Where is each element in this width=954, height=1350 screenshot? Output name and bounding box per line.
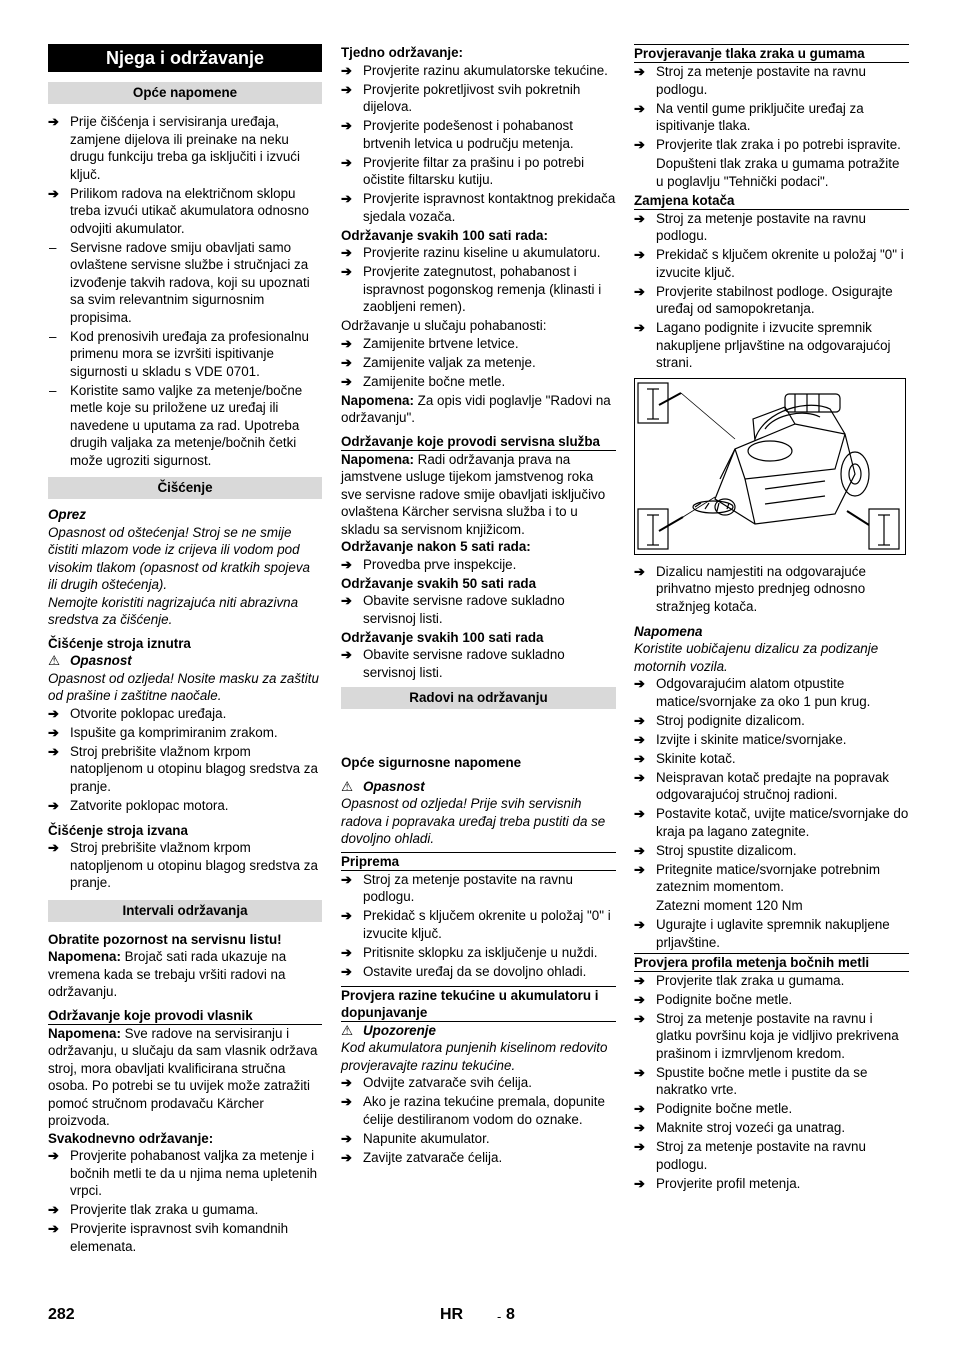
arrow-right-icon: ➔	[634, 1175, 645, 1191]
list-item	[634, 972, 909, 990]
list-item-text: Prekidač s ključem okrenite u položaj "0" i izvucite ključ.	[656, 247, 904, 280]
arrow-right-icon: ➔	[634, 563, 645, 579]
list-item	[48, 382, 322, 470]
list-item	[341, 62, 616, 80]
wear-intro: Održavanje u slučaju pohabanosti:	[341, 318, 547, 333]
list-item-text: Provjerite pokretljivost svih pokretnih dijelova.	[363, 81, 581, 114]
list-item	[634, 283, 909, 318]
list-item-text: Otvorite poklopac uređaja.	[70, 705, 227, 721]
list-item-text: Stroj za metenje postavite na ravnu podlogu.	[656, 64, 866, 97]
list-item	[341, 1093, 616, 1128]
list-item	[48, 724, 322, 742]
arrow-right-icon: ➔	[634, 1139, 645, 1154]
arrow-right-icon: ➔	[634, 991, 645, 1007]
list-item-text: Maknite stroj vozeći ga unatrag.	[656, 1120, 846, 1135]
list-item	[341, 1074, 616, 1092]
arrow-right-icon: ➔	[634, 64, 645, 79]
list-item	[634, 842, 909, 860]
list-item-text: Provjerite stabilnost podloge. Osigurajte uređaj od samopokretanja.	[656, 283, 893, 316]
list-item-text: Prilikom radova na električnom sklopu treba izvući utikač akumulatora odnosno odvojiti akumulator.	[70, 185, 309, 236]
page-number: 282	[48, 1306, 75, 1323]
arrow-right-icon: ➔	[341, 647, 352, 662]
list-item-text: Provjerite tlak zraka u gumama.	[656, 972, 845, 988]
arrow-right-icon: ➔	[341, 944, 352, 960]
list-item-text: Pritegnite matice/svornjake potrebnim zateznim momentom.	[656, 861, 881, 894]
list-item	[634, 991, 909, 1009]
list-item	[341, 556, 616, 574]
section-cleaning: Čišćenje	[48, 477, 322, 499]
list-item-text: Provjerite tlak zraka i po potrebi ispravite.	[656, 137, 901, 152]
list-item-text: Koristite samo valjke za metenje/bočne metle koje su priložene uz uređaj ili navedene u uputama za rad. Upotreba drugih valjaka za metenje/bočnih četki može ugroziti sigurnost.	[70, 382, 303, 468]
list-item-text: Prije čišćenja i servisiranja uređaja, zamjene dijelova ili preinake na neku drugu funkciju treba ga isključiti i izvući ključ.	[70, 114, 300, 182]
list-item	[634, 731, 909, 749]
list-item	[634, 563, 909, 616]
list-item-text: Provjerite zategnutost, pohabanost i ispravnost pogonskog remenja (klinasti i zaobljeni remen).	[363, 264, 602, 314]
column-1	[48, 44, 322, 1257]
list-item	[341, 117, 616, 152]
see-note	[341, 392, 616, 427]
arrow-right-icon: ➔	[634, 1101, 645, 1116]
service-note-text: Radi održavanja prava na jamstvene usluge tijekom jamstvenog roka sve servisne radove smije obavljati isključivo ovlaštena Kärcher servisna služba i to u skladu sa servisnom knjižicom.	[341, 451, 606, 537]
language-code: HR	[440, 1306, 464, 1323]
arrow-right-icon: ➔	[341, 354, 352, 370]
list-item-text: Stroj spustite dizalicom.	[656, 842, 797, 858]
see-note-text: Za opis vidi poglavlje "Radovi na održavanju".	[341, 392, 611, 425]
list-item-text: Provjerite podešenost i pohabanost brtvenih letvica u području metenja.	[363, 118, 574, 151]
list-item	[48, 1201, 322, 1219]
arrow-right-icon: ➔	[48, 705, 59, 721]
dash-bullet-icon: –	[49, 239, 57, 255]
owner-maintenance-heading: Održavanje koje provodi vlasnik	[48, 1007, 322, 1025]
list-item-text: Provjerite profil metenja.	[656, 1175, 801, 1191]
danger-label	[48, 652, 322, 670]
dash-bullet-icon: –	[49, 328, 57, 344]
list-item-text: Provjerite razinu akumulatorske tekućine.	[363, 62, 608, 78]
h5-list	[341, 556, 616, 574]
hours-note	[48, 948, 322, 1001]
wheel-change-heading: Zamjena kotača	[634, 192, 909, 210]
list-item	[634, 136, 909, 154]
sweeper-jack-illustration	[634, 378, 906, 555]
arrow-right-icon: ➔	[634, 917, 645, 932]
arrow-right-icon: ➔	[48, 840, 59, 855]
list-item-text: Napunite akumulator.	[363, 1130, 490, 1146]
list-item	[48, 113, 322, 183]
list-item-text: Provjerite pohabanost valjka za metenje i bočnih metli te da u njima nema upletenih vrpci.	[70, 1148, 318, 1198]
list-item	[634, 100, 909, 135]
list-item	[48, 239, 322, 327]
arrow-right-icon: ➔	[341, 191, 352, 206]
arrow-right-icon: ➔	[341, 908, 352, 923]
list-item-text: Izvijte i skinite matice/svornjake.	[656, 731, 847, 747]
danger-label-text: Opasnost	[70, 653, 132, 668]
list-item-text: Neispravan kotač predajte na popravak odgovarajućoj stručnoj radioni.	[656, 769, 889, 802]
arrow-right-icon: ➔	[341, 871, 352, 887]
note-label: Napomena:	[341, 392, 414, 408]
wheel-steps-list	[634, 675, 909, 951]
battery-heading: Provjera razine tekućine u akumulatoru i dopunjavanje	[341, 986, 616, 1022]
h50-heading: Održavanje svakih 50 sati rada	[341, 575, 537, 591]
list-item-text: Prekidač s ključem okrenite u položaj "0" i izvucite ključ.	[363, 908, 611, 941]
list-item	[341, 373, 616, 391]
arrow-right-icon: ➔	[634, 861, 645, 877]
note-label: Napomena:	[48, 1025, 121, 1041]
warning-triangle-icon: ⚠	[341, 1022, 354, 1038]
owner-note	[48, 1025, 322, 1130]
list-item-text: Kod prenosivih uređaja za profesionalnu primenu mora se izvršiti ispitivanje sigurnosti u skladu s VDE 0701.	[70, 328, 309, 379]
list-item-text: Provedba prve inspekcije.	[363, 556, 517, 572]
preparation-list	[341, 871, 616, 981]
list-item	[634, 750, 909, 768]
note-label: Napomena:	[341, 451, 414, 467]
list-item	[634, 916, 909, 951]
arrow-right-icon: ➔	[341, 264, 352, 279]
arrow-right-icon: ➔	[48, 724, 59, 740]
hours-note-text: Brojač sati rada ukazuje na vremena kada se trebaju vršiti radovi na održavanju.	[48, 949, 287, 999]
note-text: Koristite uobičajenu dizalicu za podizanje motornih vozila.	[634, 641, 879, 674]
arrow-right-icon: ➔	[634, 137, 645, 152]
list-item	[634, 1119, 909, 1137]
danger-text: Opasnost od ozljeda! Prije svih servisnih radova i popravaka uređaj treba pustiti da se dovoljno ohladi.	[341, 796, 606, 846]
list-item-text: Odgovarajućim alatom otpustite matice/svornjake za oko 1 pun krug.	[656, 676, 871, 709]
service-list-note: Obratite pozornost na servisnu listu!	[48, 931, 282, 947]
arrow-right-icon: ➔	[341, 963, 352, 979]
sweeper-machine-drawing	[635, 379, 905, 554]
list-item-text: Dopušteni tlak zraka u gumama potražite u poglavlju "Tehnički podaci".	[656, 156, 900, 189]
general-notes-list	[48, 113, 322, 469]
note-label: Napomena	[634, 623, 703, 639]
list-item	[341, 190, 616, 225]
wear-list	[341, 335, 616, 391]
arrow-right-icon: ➔	[48, 797, 59, 813]
h100-heading: Održavanje svakih 100 sati rada:	[341, 227, 548, 243]
owner-note-text: Sve radove na servisiranju i održavanju, u slučaju da sam vlasnik održava stroj, mora obavljati kvalificirana stručna osoba. Po potrebi se tu uvijek može zatražiti pomoć stručnom prodavaču Kärcher proizvoda.	[48, 1025, 318, 1128]
arrow-right-icon: ➔	[48, 1202, 59, 1217]
arrow-right-icon: ➔	[341, 1149, 352, 1165]
arrow-right-icon: ➔	[48, 1221, 59, 1236]
h5-heading: Održavanje nakon 5 sati rada:	[341, 539, 531, 554]
list-item	[341, 907, 616, 942]
list-item-text: Zamijenite bočne metle.	[363, 373, 506, 389]
column-3	[634, 44, 909, 1194]
tire-pressure-heading: Provjeravanje tlaka zraka u gumama	[634, 44, 909, 63]
list-item	[341, 263, 616, 316]
list-item-text: Stroj podignite dizalicom.	[656, 712, 805, 728]
arrow-right-icon: ➔	[634, 972, 645, 988]
arrow-right-icon: ➔	[48, 185, 59, 201]
inside-cleaning-list	[48, 705, 322, 815]
arrow-right-icon: ➔	[48, 743, 59, 759]
tire-pressure-list	[634, 63, 909, 190]
h100b-heading: Održavanje svakih 100 sati rada	[341, 629, 544, 645]
list-item	[634, 1138, 909, 1173]
warning-label	[341, 1022, 616, 1040]
list-item	[341, 944, 616, 962]
arrow-right-icon: ➔	[634, 100, 645, 116]
list-item-text: Lagano podignite i izvucite spremnik nakupljene prljavštine na odgovarajućoj strani.	[656, 320, 891, 370]
section-general-notes: Opće napomene	[48, 82, 322, 104]
arrow-right-icon: ➔	[634, 712, 645, 728]
daily-list	[48, 1147, 322, 1255]
list-item-text: Ako je razina tekućine premala, dopunite ćelije destiliranom vodom do oznake.	[363, 1094, 605, 1127]
arrow-right-icon: ➔	[48, 114, 59, 129]
arrow-right-icon: ➔	[634, 676, 645, 691]
list-item-text: Obavite servisne radove sukladno servisnoj listi.	[363, 593, 565, 626]
arrow-right-icon: ➔	[341, 1130, 352, 1146]
list-item	[48, 1147, 322, 1200]
weekly-list	[341, 62, 616, 226]
outside-cleaning-list	[48, 839, 322, 892]
list-item	[341, 81, 616, 116]
wheel-change-list	[634, 210, 909, 372]
list-item-text: Spustite bočne metle i pustite da se nakratko vrte.	[656, 1064, 868, 1097]
arrow-right-icon: ➔	[341, 118, 352, 133]
list-item	[634, 155, 909, 190]
danger-text: Opasnost od ozljeda! Nosite masku za zaštitu od prašine i zaštitne naočale.	[48, 670, 319, 703]
list-item	[634, 675, 909, 710]
list-item	[341, 592, 616, 627]
list-item-text: Stroj prebrišite vlažnom krpom natopljenom u otopinu blagog sredstva za pranje.	[70, 743, 318, 794]
list-item-text: Provjerite filtar za prašinu i po potrebi očistite filtarsku kutiju.	[363, 154, 585, 187]
list-item-text: Dizalicu namjestiti na odgovarajuće prihvatno mjesto prednjeg odnosno stražnjeg kotača.	[656, 563, 866, 614]
list-item-text: Ispušite ga komprimiranim zrakom.	[70, 724, 278, 740]
brush-profile-list	[634, 972, 909, 1193]
warning-label-text: Upozorenje	[363, 1022, 436, 1038]
list-item	[634, 246, 909, 281]
arrow-right-icon: ➔	[341, 1094, 352, 1109]
list-item	[48, 797, 322, 815]
jack-list	[634, 563, 909, 616]
outside-cleaning-heading: Čišćenje stroja izvana	[48, 822, 188, 838]
list-item-text: Zatvorite poklopac motora.	[70, 797, 229, 813]
arrow-right-icon: ➔	[341, 62, 352, 78]
arrow-right-icon: ➔	[341, 1075, 352, 1090]
dash-bullet-icon: –	[49, 382, 57, 398]
section-intervals: Intervali održavanja	[48, 900, 322, 922]
list-item	[341, 154, 616, 189]
arrow-right-icon: ➔	[341, 556, 352, 572]
list-item	[48, 839, 322, 892]
list-item-text: Podignite bočne metle.	[656, 991, 793, 1007]
arrow-right-icon: ➔	[634, 1064, 645, 1080]
list-item-text: Provjerite razinu kiseline u akumulatoru.	[363, 245, 601, 260]
list-item-text: Stroj za metenje postavite na ravnu i glatku površinu koja je vidljivo prekrivena prašinom i izmrvljenom kredom.	[656, 1010, 899, 1061]
list-item	[634, 769, 909, 804]
arrow-right-icon: ➔	[341, 373, 352, 389]
inside-cleaning-heading: Čišćenje stroja iznutra	[48, 635, 191, 651]
note-label: Napomena:	[48, 949, 121, 964]
arrow-right-icon: ➔	[634, 283, 645, 299]
list-item-text: Odvijte zatvarače svih ćelija.	[363, 1075, 532, 1090]
list-item-text: Provjerite ispravnost kontaktnog prekidača sjedala vozača.	[363, 191, 616, 224]
warning-text: Kod akumulatora punjenih kiselinom redovito provjeravajte razinu tekućine.	[341, 1040, 608, 1073]
list-item-text: Servisne radove smiju obavljati samo ovlaštene servisne službe i stručnjaci za izvođenje takvih radova, koji su upoznati sa svim relevantnim sigurnosnim propisima.	[70, 239, 310, 325]
list-item-text: Stroj prebrišite vlažnom krpom natopljenom u otopinu blagog sredstva za pranje.	[70, 840, 318, 890]
caution-text: Opasnost od oštećenja! Stroj se ne smije čistiti mlazom vode iz crijeva ili vodom pod visokim tlakom (opasnost od kratkih spojeva ili drugih oštećenja).	[48, 524, 310, 592]
list-item-text: Zamijenite valjak za metenje.	[363, 354, 536, 370]
list-item-text: Zatezni moment 120 Nm	[656, 898, 803, 913]
safety-heading: Opće sigurnosne napomene	[341, 755, 522, 770]
list-item	[341, 244, 616, 262]
list-item	[48, 328, 322, 381]
warning-triangle-icon: ⚠	[48, 653, 61, 668]
arrow-right-icon: ➔	[634, 769, 645, 785]
arrow-right-icon: ➔	[341, 593, 352, 608]
danger-label-text: Opasnost	[363, 778, 425, 794]
h50-list	[341, 592, 616, 627]
service-maintenance-heading: Održavanje koje provodi servisna služba	[341, 433, 616, 451]
list-item-text: Zamijenite brtvene letvice.	[363, 335, 519, 351]
list-item-text: Provjerite ispravnost svih komandnih elemenata.	[70, 1221, 289, 1254]
list-item-text: Zavijte zatvarače ćelija.	[363, 1149, 503, 1165]
arrow-right-icon: ➔	[341, 154, 352, 170]
daily-heading: Svakodnevno održavanje:	[48, 1130, 214, 1146]
list-item-text: Pritisnite sklopku za isključenje u nuždi.	[363, 944, 598, 960]
list-item-text: Stroj za metenje postavite na ravnu podlogu.	[656, 210, 866, 243]
section-page-number: 8	[506, 1306, 515, 1323]
arrow-right-icon: ➔	[634, 731, 645, 747]
column-2	[341, 44, 616, 1168]
list-item	[634, 210, 909, 245]
list-item	[634, 1010, 909, 1063]
list-item-text: Stroj za metenje postavite na ravnu podlogu.	[363, 871, 573, 904]
list-item-text: Stroj za metenje postavite na ravnu podlogu.	[656, 1139, 866, 1172]
caution-label: Oprez	[48, 507, 86, 522]
list-item	[48, 743, 322, 796]
service-note	[341, 451, 616, 539]
list-item	[634, 897, 909, 915]
list-item-text: Obavite servisne radove sukladno servisnoj listi.	[363, 647, 565, 680]
list-item	[48, 1220, 322, 1255]
h100-list	[341, 244, 616, 316]
list-item-text: Ostavite uređaj da se dovoljno ohladi.	[363, 963, 587, 979]
brush-profile-heading: Provjera profila metenja bočnih metli	[634, 953, 909, 972]
list-item	[634, 1100, 909, 1118]
section-maintenance-work: Radovi na održavanju	[341, 687, 616, 709]
list-item-text: Ugurajte i uglavite spremnik nakupljene prljavštine.	[656, 917, 890, 950]
list-item	[634, 712, 909, 730]
list-item	[634, 63, 909, 98]
list-item	[341, 646, 616, 681]
list-item-text: Skinite kotač.	[656, 750, 736, 766]
arrow-right-icon: ➔	[634, 1120, 645, 1135]
danger-label	[341, 778, 616, 796]
list-item	[634, 861, 909, 896]
arrow-right-icon: ➔	[341, 81, 352, 97]
arrow-right-icon: ➔	[341, 245, 352, 260]
arrow-right-icon: ➔	[48, 1148, 59, 1163]
list-item	[634, 805, 909, 840]
list-item-text: Provjerite tlak zraka u gumama.	[70, 1202, 259, 1217]
list-item	[341, 354, 616, 372]
caution-text-2: Nemojte koristiti nagrizajuća niti abrazivna sredstva za čišćenje.	[48, 594, 299, 627]
arrow-right-icon: ➔	[634, 320, 645, 335]
warning-triangle-icon: ⚠	[341, 778, 354, 794]
list-item-text: Podignite bočne metle.	[656, 1101, 793, 1116]
arrow-right-icon: ➔	[634, 842, 645, 858]
list-item	[341, 963, 616, 981]
list-item-text: Postavite kotač, uvijte matice/svornjake do kraja pa lagano zategnite.	[656, 806, 909, 839]
arrow-right-icon: ➔	[634, 210, 645, 226]
footer-separator: -	[497, 1309, 502, 1324]
arrow-right-icon: ➔	[634, 1010, 645, 1026]
list-item	[48, 185, 322, 238]
list-item	[634, 1175, 909, 1193]
list-item	[341, 1130, 616, 1148]
preparation-heading: Priprema	[341, 852, 616, 871]
list-item	[341, 335, 616, 353]
list-item	[341, 871, 616, 906]
list-item	[341, 1149, 616, 1167]
list-item	[634, 319, 909, 372]
arrow-right-icon: ➔	[634, 806, 645, 821]
weekly-heading: Tjedno održavanje:	[341, 45, 464, 60]
h100b-list	[341, 646, 616, 681]
list-item-text: Na ventil gume priključite uređaj za ispitivanje tlaka.	[656, 100, 864, 133]
arrow-right-icon: ➔	[341, 335, 352, 351]
battery-list	[341, 1074, 616, 1166]
list-item	[48, 705, 322, 723]
arrow-right-icon: ➔	[634, 247, 645, 262]
chapter-title: Njega i održavanje	[48, 44, 322, 72]
list-item	[634, 1064, 909, 1099]
arrow-right-icon: ➔	[634, 750, 645, 766]
